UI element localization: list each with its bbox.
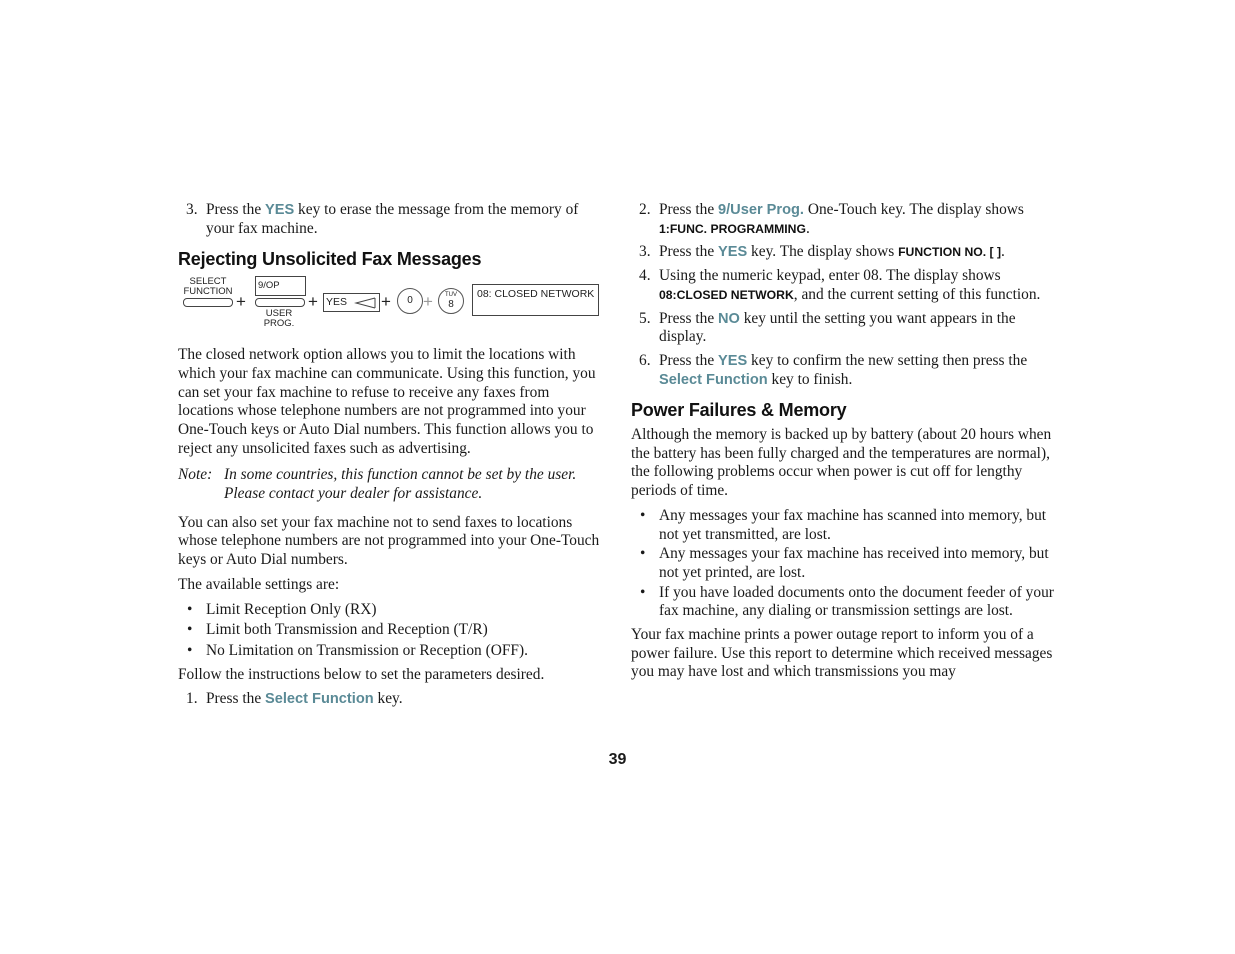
bullet: • [187, 621, 193, 639]
bullet: • [640, 583, 646, 601]
yes-key-label: YES [265, 202, 295, 218]
step-1-select-function: 1. Press the Select Function key. [186, 690, 403, 708]
follow-instructions: Follow the instructions below to set the parameters desired. [178, 665, 545, 683]
step-number: 5. [639, 309, 651, 327]
select-function-key-label: Select Function [659, 371, 768, 388]
bullet: • [187, 641, 193, 659]
step-4-keypad: 4. Using the numeric keypad, enter 08. The display shows 08:CLOSED NETWORK, and the current setting of this function. [639, 267, 1041, 303]
display-text: FUNCTION NO. [ ] [898, 245, 1002, 260]
plus-sign: + [381, 292, 391, 312]
arrow-left-icon [354, 297, 376, 309]
plus-sign: + [308, 292, 318, 312]
list-item: • Limit both Transmission and Reception (T/R) [187, 621, 488, 639]
step-number: 3. [186, 201, 198, 218]
one-touch-label-box: 9/OP [255, 276, 306, 296]
display-text: 1:FUNC. PROGRAMMING [659, 221, 806, 236]
battery-paragraph: Although the memory is backed up by battery (about 20 hours when the battery has been fully charged and the temperatures are normal), the following problems occur when power is cut off for lengthy periods of time. [631, 426, 1052, 500]
step-number: 4. [639, 267, 651, 285]
outage-report-paragraph: Your fax machine prints a power outage report to inform you of a power failure. Use this report to determine which received messages you may have lost and which transmissions you may [631, 626, 1053, 681]
one-touch-key [255, 298, 305, 307]
step-number: 2. [639, 201, 651, 218]
select-function-label: SELECT FUNCTION [183, 276, 233, 298]
yes-key-label: YES [718, 244, 748, 261]
step-6-confirm: 6. Press the YES key to confirm the new setting then press the Select Function key to finish. [639, 351, 1028, 388]
left-column [178, 200, 602, 709]
bullet: • [187, 600, 193, 618]
step-5-no: 5. Press the NO key until the setting you want appears in the display. [639, 309, 1016, 346]
yes-key: YES [323, 293, 380, 312]
note [178, 466, 602, 503]
user-prog-key-label: 9/User Prog. [718, 202, 804, 218]
settings-list [178, 601, 602, 661]
plus-sign: + [236, 292, 246, 312]
key-sequence-diagram [178, 277, 602, 335]
select-function-key-label: Select Function [265, 691, 374, 708]
bullet: • [640, 545, 646, 563]
step-number: 1. [186, 690, 198, 708]
note-label: Note: [178, 466, 213, 484]
send-restriction-paragraph: You can also set your fax machine not to send faxes to locations whose telephone numbers are not programmed into your One-Touch keys or Auto Dial numbers. [178, 513, 600, 569]
power-failures-heading: Power Failures & Memory [631, 400, 847, 421]
key-zero: 0 [397, 288, 423, 314]
step-number: 3. [639, 243, 651, 261]
yes-key-label: YES [718, 352, 748, 369]
step-number: 6. [639, 351, 651, 369]
step-3-erase [178, 201, 602, 238]
list-item: • Any messages your fax machine has scanned into memory, but not yet transmitted, are lost. [640, 506, 1047, 543]
plus-sign: + [423, 292, 433, 312]
problems-list [631, 507, 1055, 621]
list-item: • No Limitation on Transmission or Reception (OFF). [187, 641, 528, 659]
rejecting-heading: Rejecting Unsolicited Fax Messages [178, 249, 482, 270]
step-text: Press the [206, 201, 265, 218]
page-number: 39 [608, 751, 627, 768]
note-text: In some countries, this function cannot be set by the user. Please contact your dealer for assistance. [224, 466, 577, 503]
no-key-label: NO [718, 310, 740, 327]
select-function-key [183, 298, 233, 307]
key-eight: TUV 8 [438, 288, 464, 314]
bullet: • [640, 506, 646, 524]
list-item: • Limit Reception Only (RX) [187, 600, 377, 618]
lcd-display: 08: CLOSED NETWORK [472, 284, 599, 316]
settings-intro: The available settings are: [178, 575, 340, 593]
list-item: • Any messages your fax machine has received into memory, but not yet printed, are lost. [640, 545, 1049, 581]
closed-network-paragraph: The closed network option allows you to limit the locations with which your fax machine can communicate. Using this function, you can set your fax machine to refuse to receive any faxes from locations whose telephone numbers are not programmed into your One-Touch keys or Auto Dial numbers. This function allows you to reject any unsolicited faxes such as advertising. [178, 346, 596, 457]
step-3-yes: 3. Press the YES key. The display shows FUNCTION NO. [ ]. [639, 243, 1005, 261]
user-prog-label: USER PROG. [263, 308, 295, 330]
display-text: 08:CLOSED NETWORK [659, 287, 794, 302]
right-column [631, 200, 1055, 682]
step-2-user-prog: 2. Press the 9/User Prog. One-Touch key. The display shows 1:FUNC. PROGRAMMING. [639, 201, 1024, 237]
step-text: key to erase the message from the memory of your fax machine. [206, 201, 579, 237]
list-item: • If you have loaded documents onto the document feeder of your fax machine, any dialing or transmission settings are lost. [640, 583, 1054, 620]
